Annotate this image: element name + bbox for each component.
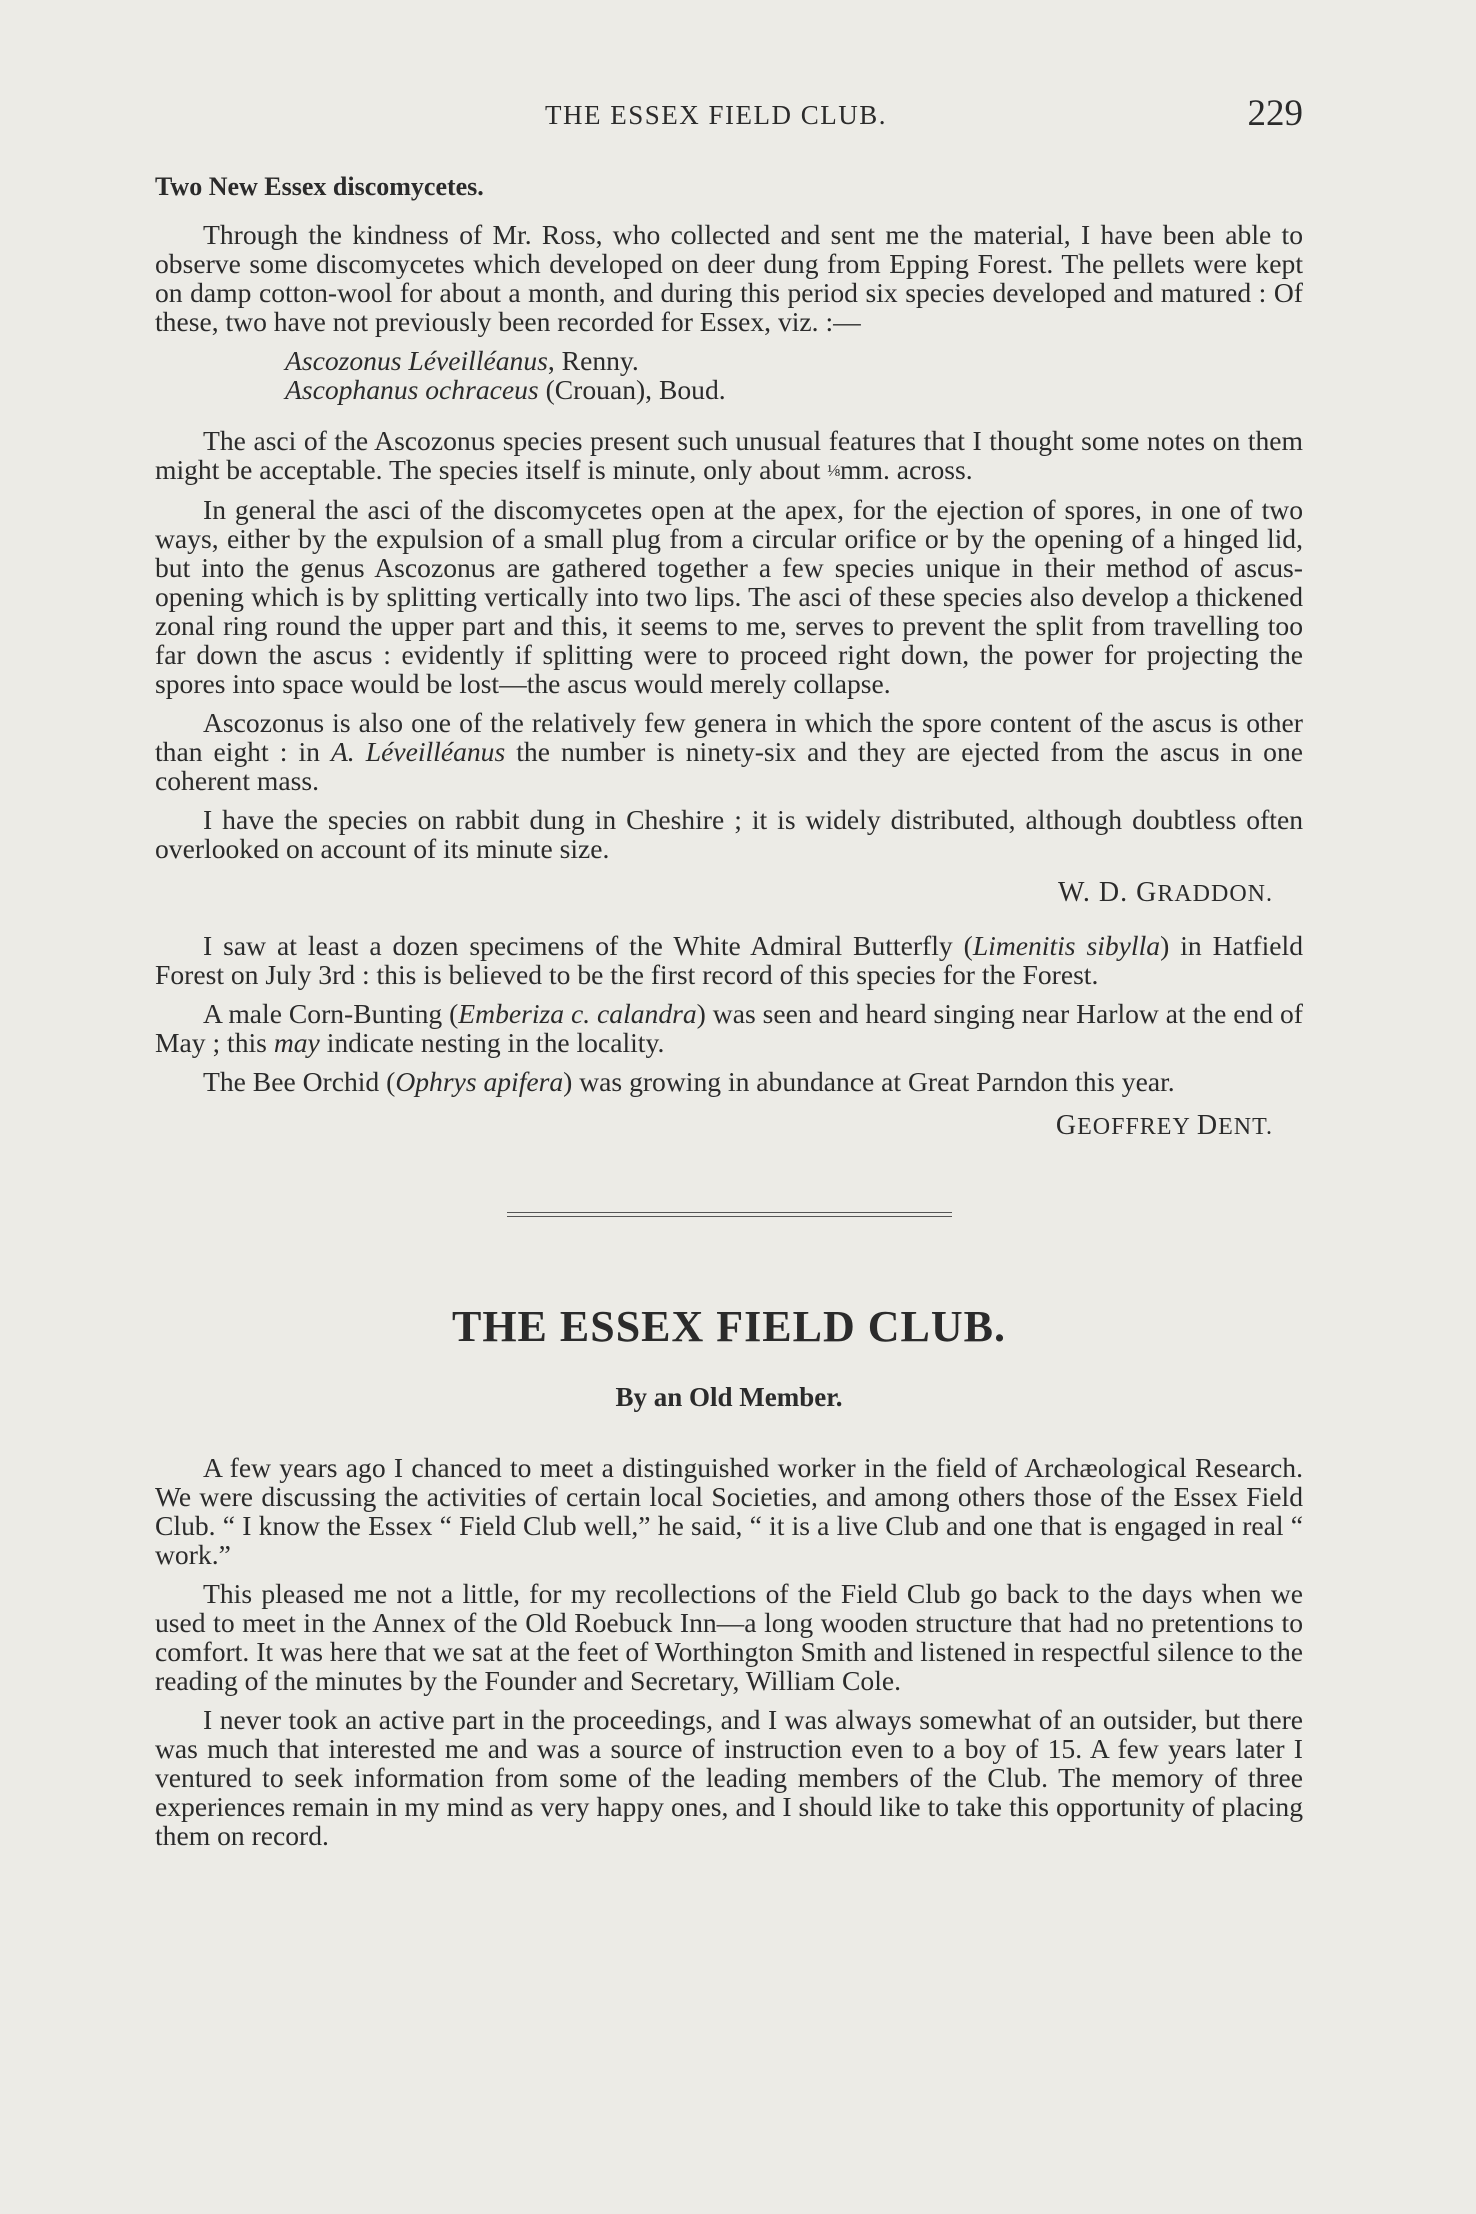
signature (155, 1110, 1303, 1142)
species-list (285, 346, 1303, 404)
text-segment: mm. across. (840, 454, 973, 485)
text-segment: ) was seen and heard singing near Harlow at the end of May ; this (155, 998, 1303, 1058)
text-segment: The Bee Orchid ( (203, 1066, 396, 1097)
signature-surname: RADDON. (1157, 881, 1273, 907)
paragraph: A few years ago I chanced to meet a distinguished worker in the field of Archæological Research. We were discussing the activities of certain local Societies, and among others those of the Essex Field Club. “ I know the Essex “ Field Club well,” he said, “ it is a live Club and one that is engaged in real “ work.” (155, 1452, 1303, 1570)
paragraph: I have the species on rabbit dung in Cheshire ; it is widely distributed, although doubtless often overlooked on account of its minute size. (155, 804, 1303, 864)
paragraph: This pleased me not a little, for my recollections of the Field Club go back to the days when we used to meet in the Annex of the Old Roebuck Inn—a long wooden structure that had no pretentions to comfort. It was here that we sat at the feet of Worthington Smith and listened in respectful silence to the reading of the minutes by the Founder and Secretary, William Cole. (155, 1578, 1303, 1696)
species-name: Limenitis sibylla (972, 930, 1161, 961)
page-header (155, 93, 1303, 144)
emphasis: may (273, 1027, 320, 1058)
note-heading: Two New Essex discomycetes. (155, 172, 484, 201)
species-name: Ophrys apifera (395, 1066, 564, 1097)
fraction: ⅛ (827, 461, 841, 480)
species-name: Emberiza c. calandra (458, 998, 697, 1029)
text-segment: ) in Hatfield Forest on July 3rd : this is believed to be the first record of this species for the Forest. (155, 930, 1304, 990)
paragraph (155, 931, 1303, 989)
text-segment: A male Corn-Bunting ( (203, 998, 459, 1029)
running-title: THE ESSEX FIELD CLUB. (545, 100, 887, 130)
paragraph: In general the asci of the discomycetes open at the apex, for the ejection of spores, in one of two ways, either by the expulsion of a small plug from a circular orifice or by the opening of a hinged lid, but into the genus Ascozonus are gathered together a few species unique in their method of ascus-opening which is by splitting vertically into two lips. The asci of these species also develop a thickened zonal ring round the upper part and this, it seems to me, serves to prevent the split from travelling too far down the ascus : evidently if splitting were to proceed right down, the power for projecting the spores into space would be lost—the ascus would merely collapse. (155, 494, 1303, 699)
species-item (285, 375, 1303, 404)
page-content (155, 172, 1303, 1850)
text-segment: The asci of the Ascozonus species present such unusual features that I thought some notes on them might be acceptable. The species itself is minute, only about (155, 425, 1303, 485)
paragraph (155, 1067, 1303, 1096)
species-authority: (Crouan), Boud. (538, 374, 726, 405)
section-divider (507, 1212, 952, 1217)
paragraph: I never took an active part in the proceedings, and I was always somewhat of an outsider, but there was much that interested me and was a source of instruction even to a boy of 15. A few years later I ventured to seek information from some of the leading members of the Club. The memory of three experiences remain in my mind as very happy ones, and I should like to take this opportunity of placing them on record. (155, 1704, 1303, 1851)
text-segment: indicate nesting in the locality. (319, 1027, 665, 1058)
signature-smallcaps: ENT. (1218, 1114, 1273, 1140)
species-name: Ascozonus Léveilléanus (285, 345, 548, 376)
text-segment: Ascozonus is also one of the relatively few genera in which the spore content of the ascus is other than eight : in (155, 707, 1303, 767)
text-segment: ) was growing in abundance at Great Parndon this year. (563, 1066, 1175, 1097)
signature-cap: G (1055, 1110, 1078, 1141)
paragraph (155, 708, 1303, 795)
signature-cap: D (1196, 1110, 1219, 1141)
text-segment: I saw at least a dozen specimens of the White Admiral Butterfly ( (203, 930, 973, 961)
paragraph (155, 426, 1303, 485)
signature (155, 877, 1303, 909)
text-segment: the number is ninety-six and they are ejected from the ascus in one coherent mass. (155, 736, 1303, 796)
article-byline: By an Old Member. (615, 1382, 843, 1412)
page-number: 229 (1247, 93, 1303, 134)
paragraph (155, 999, 1303, 1057)
signature-smallcaps: EOFFREY (1077, 1114, 1197, 1140)
paragraph: Through the kindness of Mr. Ross, who collected and sent me the material, I have been able to observe some discomycetes which developed on deer dung from Epping Forest. The pellets were kept on damp cotton-wool for about a month, and during this period six species developed and matured : Of these, two have not previously been recorded for Essex, viz. :— (155, 219, 1303, 337)
species-name: A. Léveilléanus (330, 736, 506, 767)
species-name: Ascophanus ochraceus (285, 374, 539, 405)
species-item (285, 346, 1303, 375)
species-authority: , Renny. (547, 345, 639, 376)
signature-initials: W. D. G (1058, 877, 1158, 908)
article-title: THE ESSEX FIELD CLUB. (451, 1302, 1007, 1351)
